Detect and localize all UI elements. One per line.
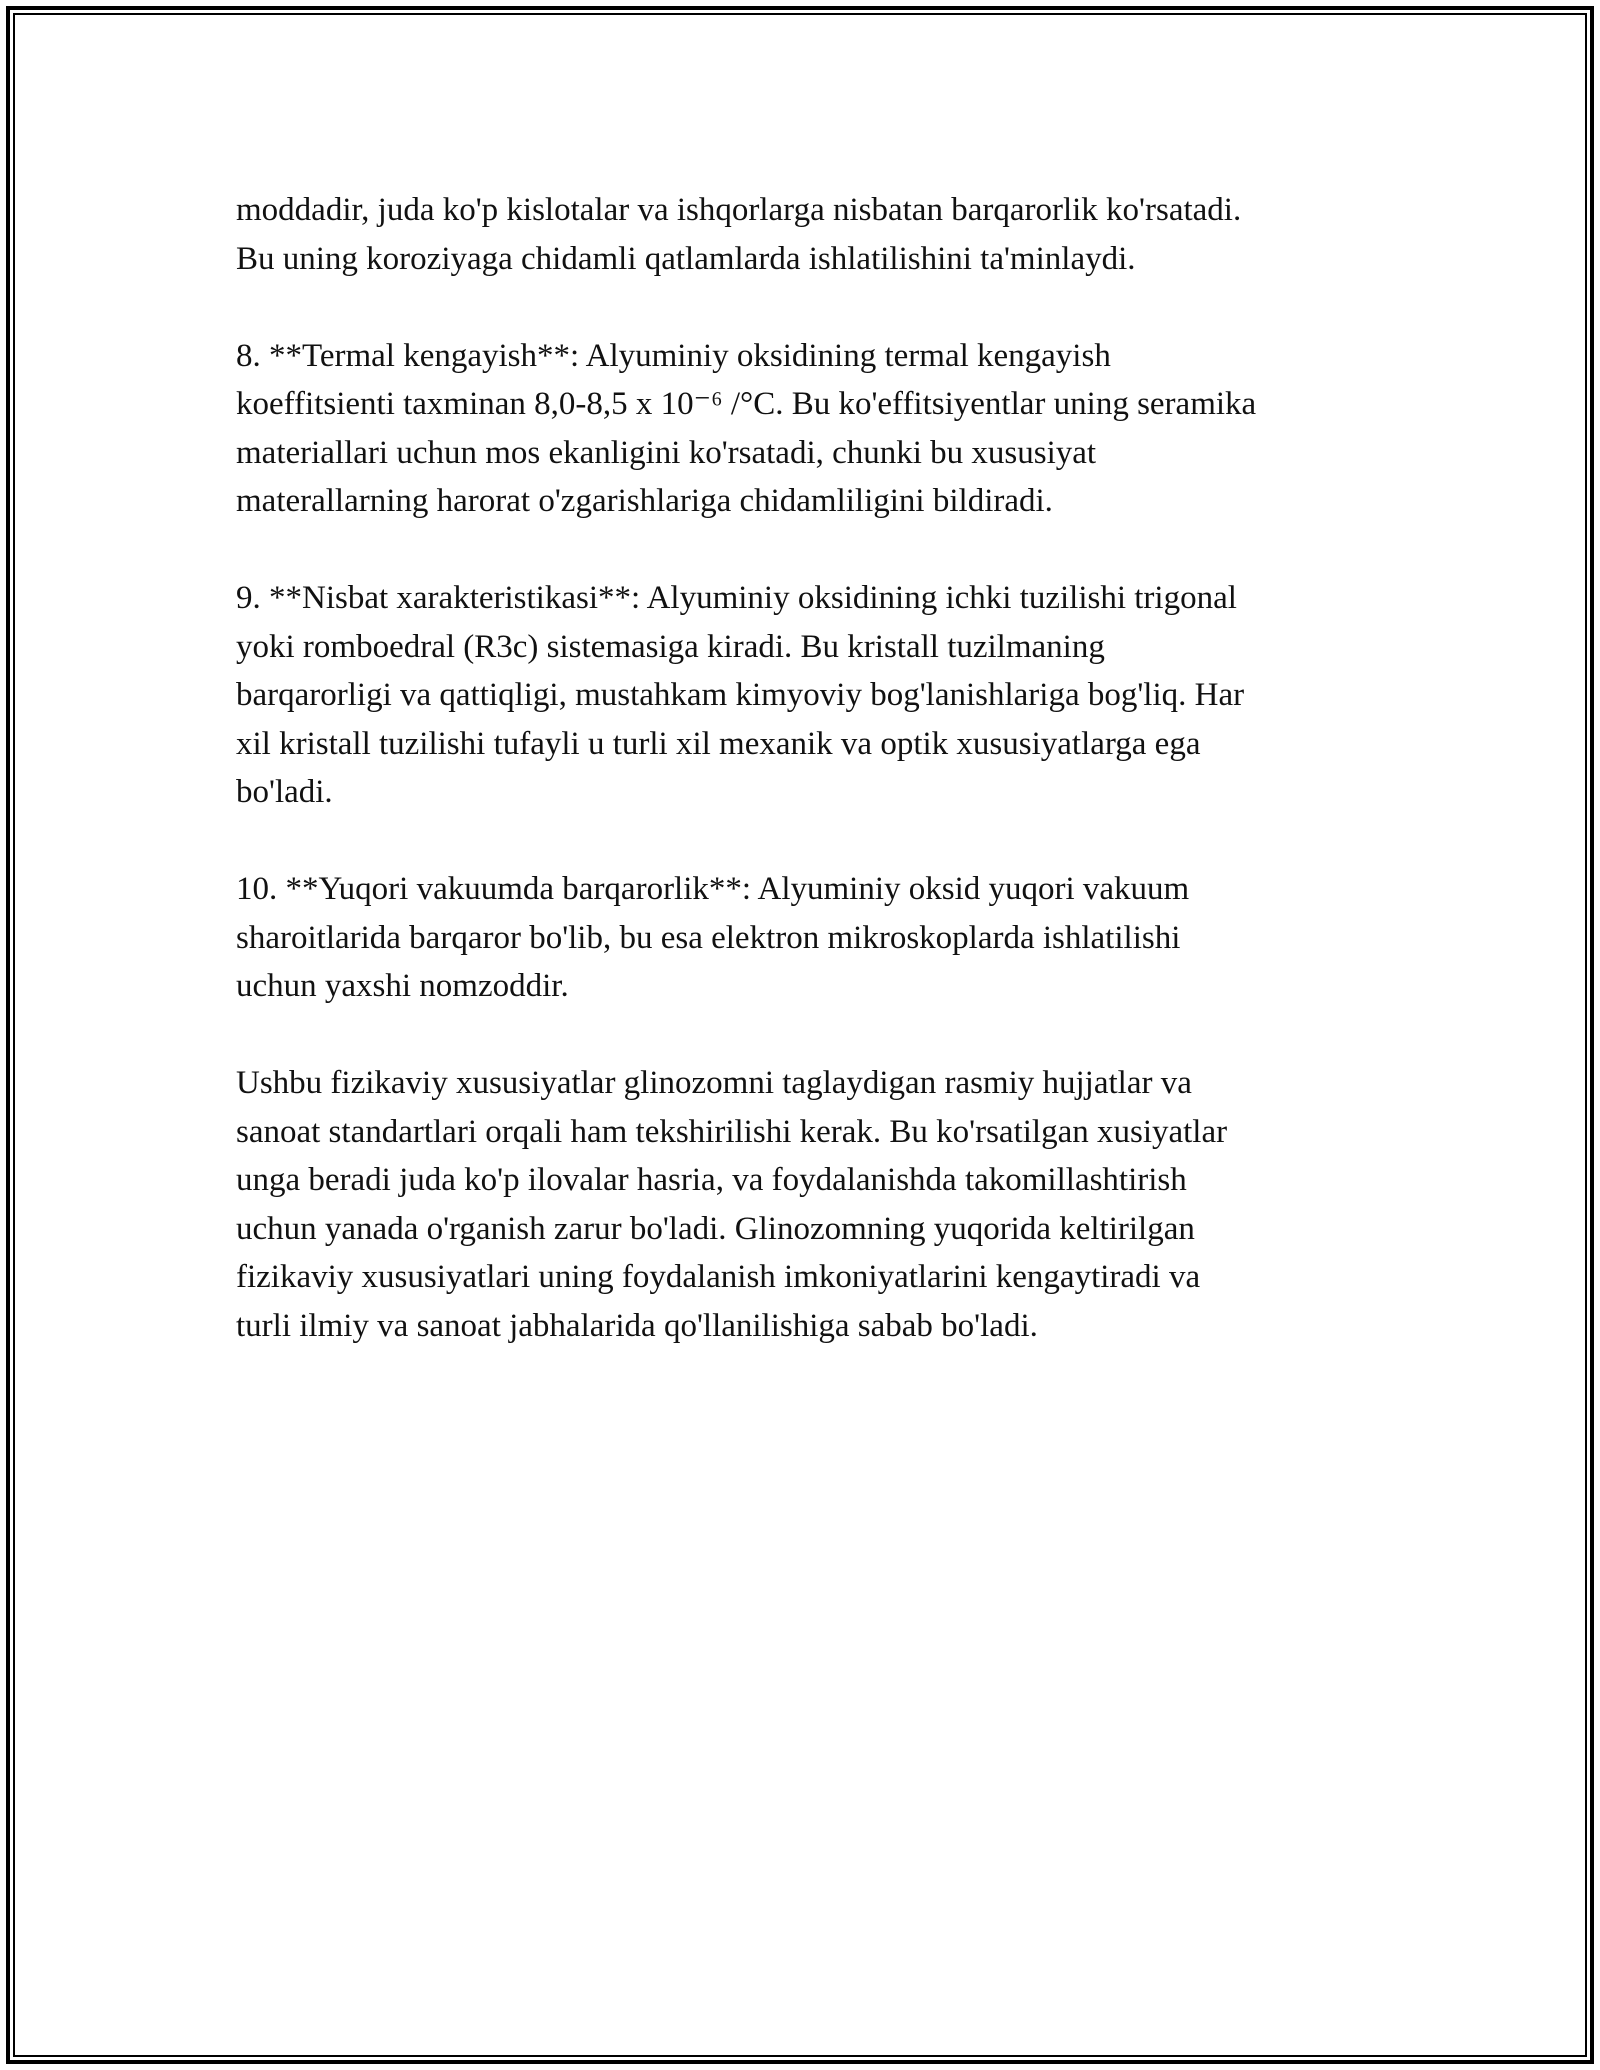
text-line: materiallari uchun mos ekanligini ko'rsatadi, chunki bu xususiyat [236, 434, 1097, 471]
text-line: bo'ladi. [236, 774, 333, 810]
text-line: xil kristall tuzilishi tufayli u turli xil mexanik va optik xususiyatlarga ega [236, 725, 1201, 762]
paragraph-conclusion [236, 1059, 1376, 1350]
text-line: yoki romboedral (R3c) sistemasiga kiradi. Bu kristall tuzilmaning [236, 628, 1105, 665]
paragraph-thermal-expansion [236, 332, 1376, 526]
text-line: Bu uning koroziyaga chidamli qatlamlarda ishlatilishini ta'minlaydi. [236, 240, 1136, 277]
paragraph-vacuum-stability [236, 865, 1376, 1011]
text-line: Ushbu fizikaviy xususiyatlar glinozomni taglaydigan rasmiy hujjatlar va [236, 1065, 1192, 1101]
text-line: 8. **Termal kengayish**: Alyuminiy oksidining termal kengayish [236, 337, 1111, 374]
text-line: unga beradi juda ko'p ilovalar hasria, va foydalanishda takomillashtirish [236, 1162, 1187, 1198]
paragraph-corrosion-resistance [236, 186, 1376, 283]
text-line: moddadir, juda ko'p kislotalar va ishqorlarga nisbatan barqarorlik ko'rsatadi. [236, 192, 1242, 228]
text-line: fizikaviy xususiyatlari uning foydalanish imkoniyatlarini kengaytiradi va [236, 1259, 1201, 1295]
text-line: uchun yanada o'rganish zarur bo'ladi. Glinozomning yuqorida keltirilgan [236, 1210, 1195, 1247]
text-line: sanoat standartlari orqali ham tekshirilishi kerak. Bu ko'rsatilgan xusiyatlar [236, 1113, 1228, 1150]
text-line: uchun yaxshi nomzoddir. [236, 968, 569, 1004]
text-line: 10. **Yuqori vakuumda barqarorlik**: Alyuminiy oksid yuqori vakuum [236, 871, 1190, 907]
text-line: materallarning harorat o'zgarishlariga chidamliligini bildiradi. [236, 483, 1053, 519]
document-body [236, 186, 1376, 1399]
text-line: barqarorligi va qattiqligi, mustahkam kimyoviy bog'lanishlariga bog'liq. Har [236, 677, 1245, 713]
text-line: sharoitlarida barqaror bo'lib, bu esa elektron mikroskoplarda ishlatilishi [236, 919, 1181, 956]
text-line: koeffitsienti taxminan 8,0-8,5 x 10⁻⁶ /°C. Bu ko'effitsiyentlar uning seramika [236, 386, 1257, 422]
text-line: 9. **Nisbat xarakteristikasi**: Alyuminiy oksidining ichki tuzilishi trigonal [236, 580, 1237, 616]
text-line: turli ilmiy va sanoat jabhalarida qo'llanilishiga sabab bo'ladi. [236, 1307, 1038, 1344]
paragraph-ratio-characteristics [236, 574, 1376, 817]
